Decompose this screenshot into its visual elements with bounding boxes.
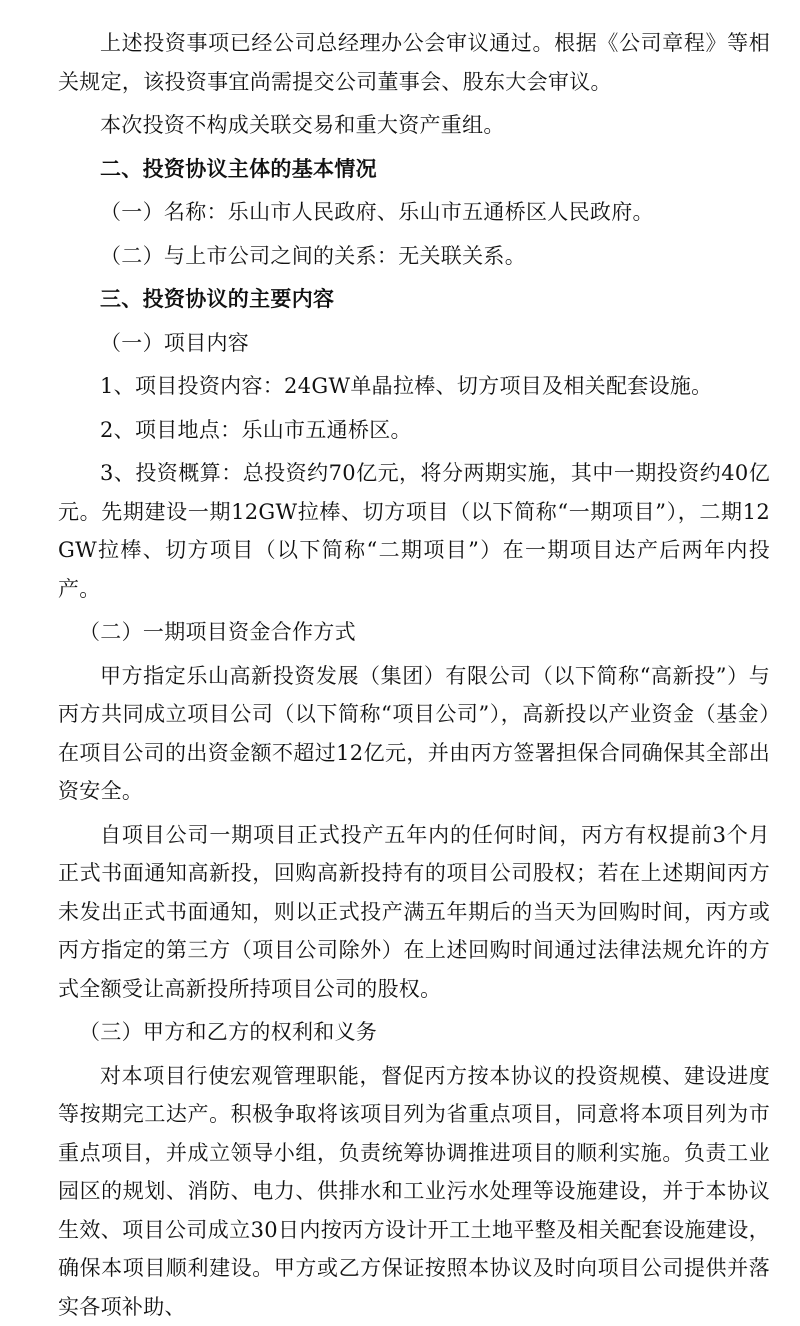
paragraph-party-relationship: （二）与上市公司之间的关系：无关联关系。	[58, 237, 770, 276]
subheading-rights-obligations: （三）甲方和乙方的权利和义务	[58, 1013, 770, 1052]
subheading-project-content: （一）项目内容	[58, 324, 770, 363]
paragraph-equity-repurchase: 自项目公司一期项目正式投产五年内的任何时间，丙方有权提前3个月正式书面通知高新投，回购高新投持有的项目公司股权；若在上述期间丙方未发出正式书面通知，则以正式投产满五年期后的当天为回购时间，丙方或丙方指定的第三方（项目公司除外）在上述回购时间通过法律法规允许的方式全额受让高新投所持项目公司的股权。	[58, 816, 770, 1009]
paragraph-project-scope: 1、项目投资内容：24GW单晶拉棒、切方项目及相关配套设施。	[58, 367, 770, 406]
paragraph-party-name: （一）名称：乐山市人民政府、乐山市五通桥区人民政府。	[58, 193, 770, 232]
paragraph-funding-arrangement: 甲方指定乐山高新投资发展（集团）有限公司（以下简称“高新投”）与丙方共同成立项目公司（以下简称“项目公司”），高新投以产业资金（基金）在项目公司的出资金额不超过12亿元，并由丙方签署担保合同确保其全部出资安全。	[58, 657, 770, 811]
subheading-funding-cooperation: （二）一期项目资金合作方式	[58, 613, 770, 652]
paragraph-rights-obligations: 对本项目行使宏观管理职能，督促丙方按本协议的投资规模、建设进度等按期完工达产。积极争取将该项目列为省重点项目，同意将本项目列为市重点项目，并成立领导小组，负责统筹协调推进项目的顺利实施。负责工业园区的规划、消防、电力、供排水和工业污水处理等设施建设，并于本协议生效、项目公司成立30日内按丙方设计开工土地平整及相关配套设施建设，确保本项目顺利建设。甲方或乙方保证按照本协议及时向项目公司提供并落实各项补助、	[58, 1057, 770, 1326]
paragraph-approval: 上述投资事项已经公司总经理办公会审议通过。根据《公司章程》等相关规定，该投资事宜尚需提交公司董事会、股东大会审议。	[58, 24, 770, 101]
paragraph-investment-estimate: 3、投资概算：总投资约70亿元，将分两期实施，其中一期投资约40亿元。先期建设一期12GW拉棒、切方项目（以下简称“一期项目”），二期12GW拉棒、切方项目（以下简称“二期项目”）在一期项目达产后两年内投产。	[58, 454, 770, 608]
section-heading-agreement-content: 三、投资协议的主要内容	[58, 280, 770, 319]
section-heading-parties: 二、投资协议主体的基本情况	[58, 150, 770, 189]
paragraph-project-location: 2、项目地点：乐山市五通桥区。	[58, 411, 770, 450]
paragraph-no-related-transaction: 本次投资不构成关联交易和重大资产重组。	[58, 106, 770, 145]
